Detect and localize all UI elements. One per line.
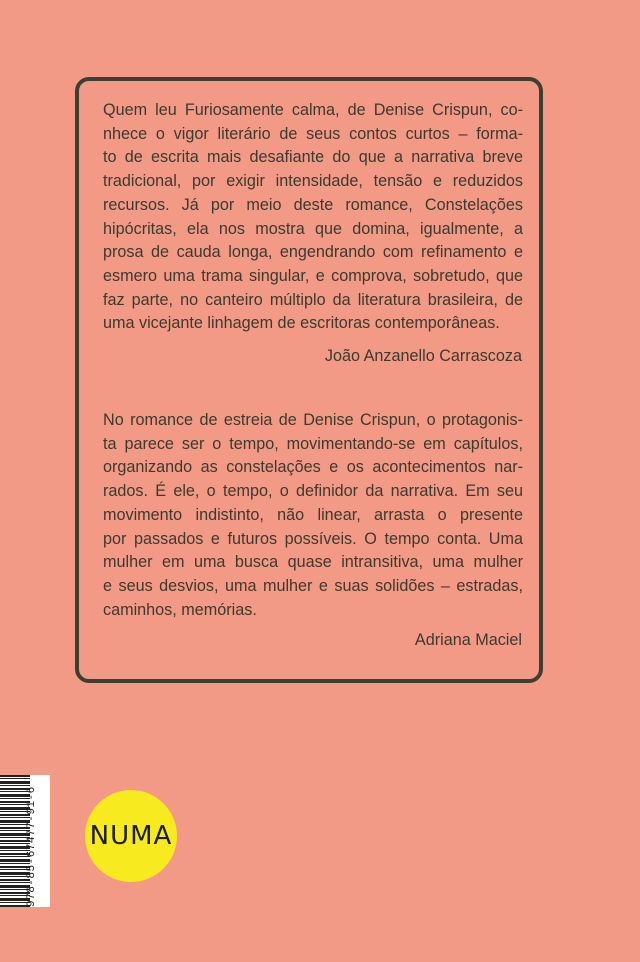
- blurb-line: rados. É ele, o tempo, o definidor da narrativa. Em seu: [103, 482, 523, 501]
- blurb-line: nhece o vigor literário de seus contos curtos – forma-: [103, 124, 523, 143]
- publisher-logo: [85, 790, 177, 882]
- blurb-line: faz parte, no canteiro múltiplo da literatura brasileira, de: [103, 290, 523, 309]
- blurb-maciel: [103, 409, 523, 622]
- blurb-line: uma vicejante linhagem de escritoras contemporâneas.: [103, 314, 500, 333]
- blurb-line: prosa de cauda longa, engendrando com refinamento e: [103, 243, 523, 262]
- blurb-line: por passados e futuros possíveis. O tempo conta. Uma: [103, 529, 523, 548]
- blurb-line: No romance de estreia de Denise Crispun, o protagonis-: [103, 411, 523, 429]
- blurb-line: hipócritas, ela nos mostra que domina, igualmente, a: [103, 219, 523, 238]
- blurb-carrascoza: [103, 99, 523, 336]
- blurb-line: ta parece ser o tempo, movimentando-se em capítulos,: [103, 434, 523, 453]
- blurb-line: organizando as constelações e os acontecimentos nar-: [103, 458, 523, 477]
- blurb-line: caminhos, memórias.: [103, 600, 257, 619]
- attribution-carrascoza: João Anzanello Carrascoza: [324, 347, 522, 365]
- blurb-line: esmero uma trama singular, e comprova, sobretudo, que: [103, 266, 523, 285]
- blurb-line: tradicional, por exigir intensidade, tensão e reduzidos: [103, 172, 523, 191]
- blurb-line: Quem leu Furiosamente calma, de Denise Crispun, co-: [103, 101, 523, 119]
- blurb-line: to de escrita mais desafiante do que a narrativa breve: [103, 148, 523, 167]
- blurb-line: mulher em uma busca quase intransitiva, uma mulher: [103, 553, 523, 572]
- publisher-logo-text: NUMA: [89, 821, 173, 851]
- attribution-maciel: Adriana Maciel: [414, 631, 522, 649]
- blurb-line: e seus desvios, uma mulher e suas solidões – estradas,: [103, 576, 523, 595]
- blurb-line: recursos. Já por meio deste romance, Constelações: [103, 195, 523, 214]
- blurb-line: movimento indistinto, não linear, arrasta o presente: [103, 505, 523, 524]
- isbn-number: 978-85-67477-91-6: [26, 786, 38, 907]
